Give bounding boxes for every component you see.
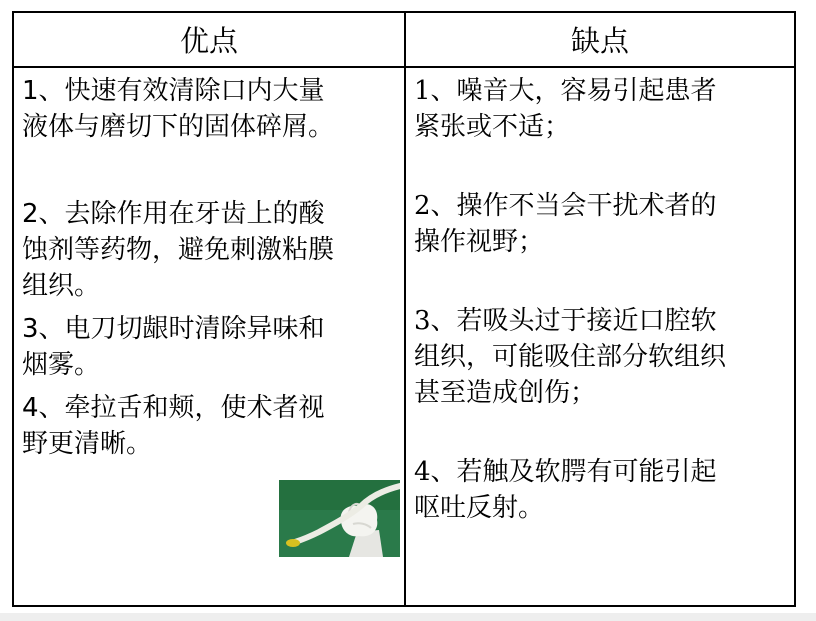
cons-header: 缺点 [570,24,629,58]
cons-item-1: 1、噪音大，容易引起患者 紧张或不适； [414,76,717,142]
suction-tip-photo [279,480,400,557]
cons-item-2: 2、操作不当会干扰术者的 操作视野； [414,191,717,257]
cons-item-3: 3、若吸头过于接近口腔软 组织，可能吸住部分软组织 甚至造成创伤； [414,306,727,408]
cons-item-4: 4、若触及软腭有可能引起 呕吐反射。 [414,457,717,523]
pros-cons-table [12,11,796,607]
suction-tip-illustration [279,480,400,557]
pros-header: 优点 [179,24,238,58]
pros-item-1: 1、快速有效清除口内大量 液体与磨切下的固体碎屑。 [22,76,335,142]
pros-item-2: 2、去除作用在牙齿上的酸 蚀剂等药物，避免刺激粘膜 组织。 [22,199,335,301]
cons-column [414,68,789,603]
pros-item-4: 4、牵拉舌和颊，使术者视 野更清晰。 [22,393,325,459]
pros-item-3: 3、电刀切龈时清除异味和 烟雾。 [22,314,325,380]
pros-column [22,68,397,603]
bottom-strip [0,613,816,621]
column-divider [404,13,406,605]
